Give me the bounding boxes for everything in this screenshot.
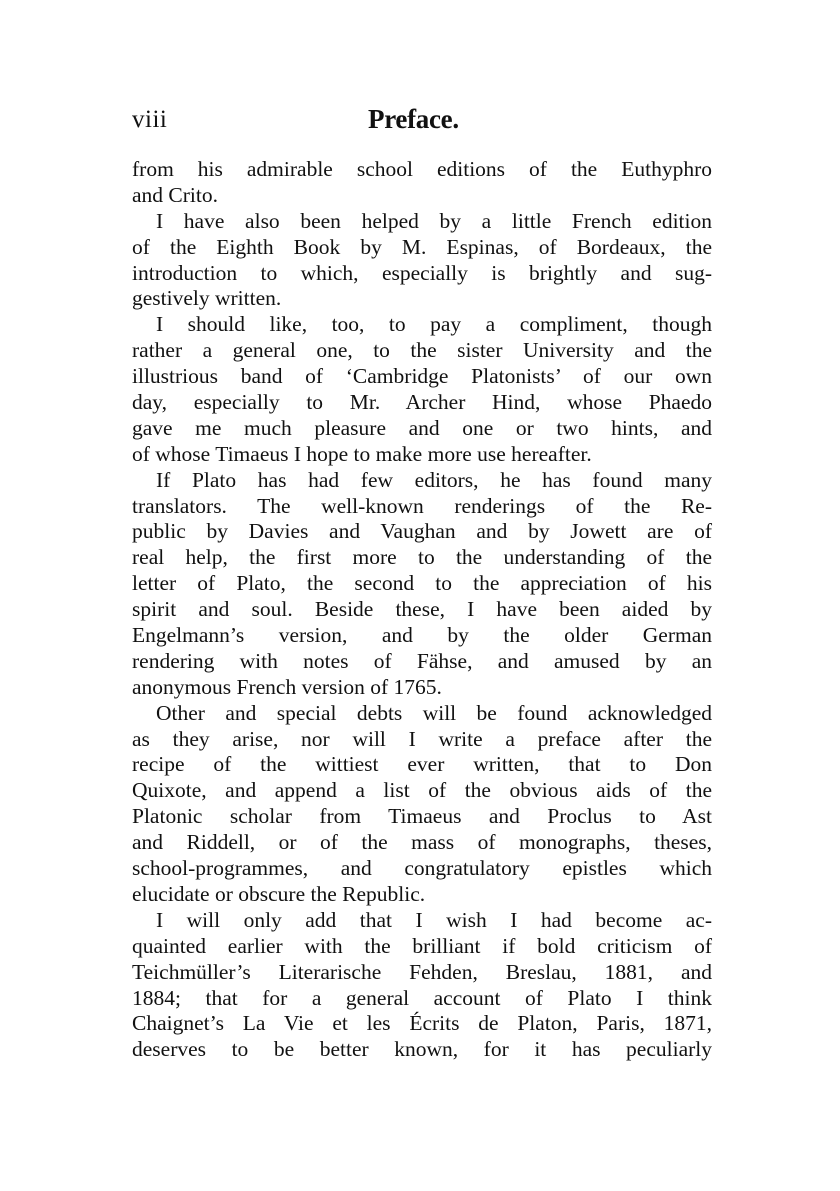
text-line: of whose Timaeus I hope to make more use hereafter. [132,441,592,466]
text-line: Engelmann’s version, and by the older German [132,623,712,648]
text-line: deserves to be better known, for it has peculiarly [132,1037,712,1062]
text-line: If Plato has had few editors, he has found many [156,467,712,492]
text-line: rather a general one, to the sister University and the [132,338,712,363]
text-line: and Riddell, or of the mass of monographs, theses, [132,830,712,855]
text-line: recipe of the wittiest ever written, that to Don [132,752,712,777]
text-line: as they arise, nor will I write a preface after the [132,726,712,751]
text-line: from his admirable school editions of the Euthyphro [132,157,712,181]
text-line: quainted earlier with the brilliant if bold criticism of [132,933,712,958]
running-head-title: Preface. [368,104,459,134]
page-header [132,102,712,142]
text-line: I will only add that I wish I had become ac- [156,907,712,932]
text-line: of the Eighth Book by M. Espinas, of Bordeaux, the [132,234,712,259]
text-line: I should like, too, to pay a compliment, though [156,312,712,337]
text-line: 1884; that for a general account of Plato I think [132,985,712,1010]
text-line: Other and special debts will be found acknowledged [156,700,712,725]
page-number: viii [132,106,168,133]
text-line: elucidate or obscure the Republic. [132,881,426,906]
text-line: school-programmes, and congratulatory epistles which [132,856,712,881]
text-line: anonymous French version of 1765. [132,674,442,699]
text-line: gestively written. [132,286,282,311]
text-line: public by Davies and Vaughan and by Jowett are of [132,519,712,544]
text-line: letter of Plato, the second to the appreciation of his [132,571,712,596]
preface-body-text [132,157,712,1063]
text-line: and Crito. [132,182,218,207]
text-line: day, especially to Mr. Archer Hind, whose Phaedo [132,390,712,415]
text-line: gave me much pleasure and one or two hints, and [132,415,712,440]
text-line: rendering with notes of Fähse, and amused by an [132,648,712,673]
text-line: real help, the first more to the understanding of the [132,545,712,570]
text-line: Chaignet’s La Vie et les Écrits de Platon, Paris, 1871, [132,1011,712,1036]
text-line: Teichmüller’s Literarische Fehden, Breslau, 1881, and [132,959,712,984]
text-line: spirit and soul. Beside these, I have been aided by [132,597,712,622]
text-line: I have also been helped by a little French edition [156,208,712,233]
text-line: illustrious band of ‘Cambridge Platonists’ of our own [132,364,712,389]
text-line: Quixote, and append a list of the obvious aids of the [132,778,712,803]
text-line: translators. The well-known renderings of the Re- [132,493,712,518]
text-line: introduction to which, especially is brightly and sug- [132,260,712,285]
text-line: Platonic scholar from Timaeus and Proclus to Ast [132,804,712,829]
